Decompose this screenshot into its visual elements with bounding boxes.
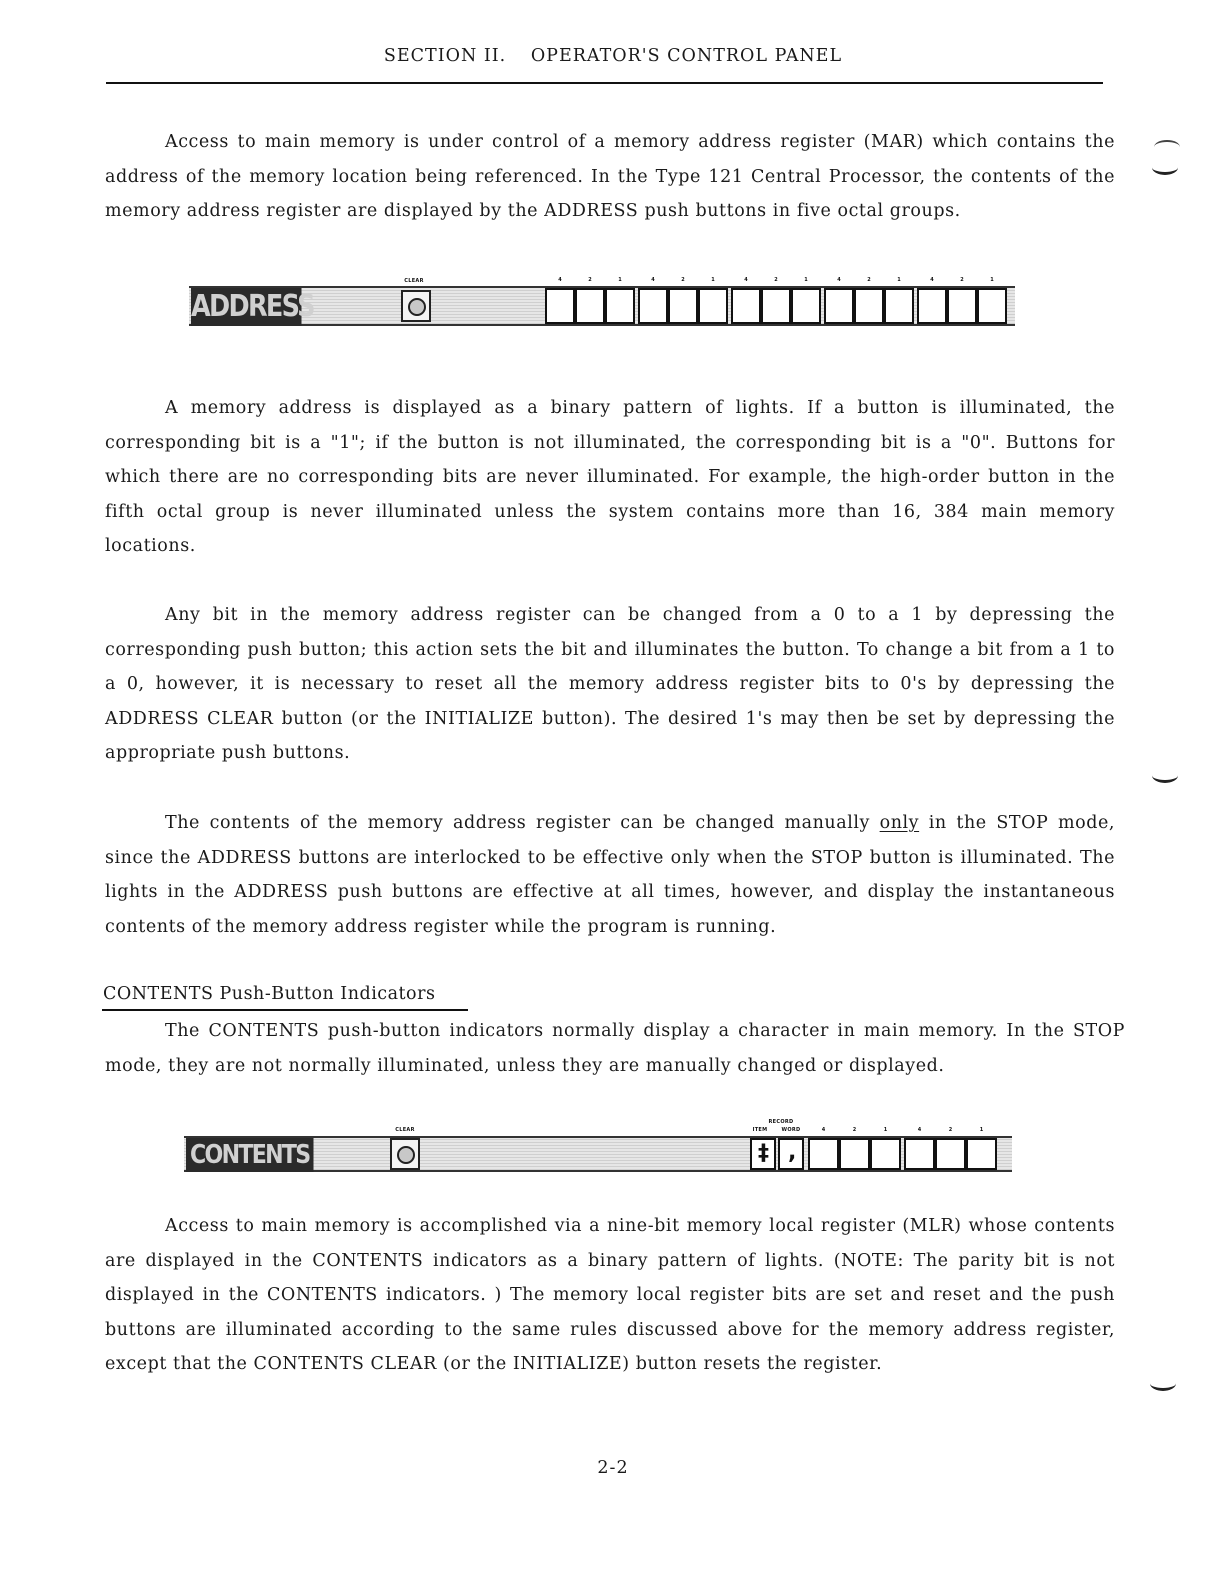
binder-mark bbox=[1152, 160, 1178, 175]
paragraph-text: Access to main memory is accomplished via a nine-bit memory local register (MLR) whose contents are displayed in the CONTENTS indicators as a binary pattern of lights. (NOTE: The parity bit is not displayed in the CONTENTS indicators. ) The memory local register bits are set and reset and the push buttons are illuminated according to the same rules discussed above for the memory address register, except that the CONTENTS CLEAR (or the INITIALIZE) button resets the register. bbox=[105, 1216, 1115, 1375]
bit-push-button[interactable] bbox=[731, 288, 761, 324]
address-clear-button[interactable] bbox=[401, 290, 431, 322]
word-label: WORD bbox=[781, 1127, 801, 1133]
bit-push-button[interactable] bbox=[870, 1138, 901, 1170]
bit-push-button[interactable] bbox=[698, 288, 728, 324]
page-number: 2-2 bbox=[597, 1458, 629, 1478]
bit-weight-label: 1 bbox=[883, 1127, 888, 1133]
bit-weight-label: 4 bbox=[837, 277, 841, 283]
bit-push-button[interactable] bbox=[545, 288, 575, 324]
paragraph-text: The CONTENTS push-button indicators normally display a character in main memory. In the STOP mode, they are not normally illuminated, unless they are manually changed or displayed. bbox=[105, 1021, 1125, 1076]
bit-weight-label: 4 bbox=[744, 277, 748, 283]
bit-weight-label: 1 bbox=[979, 1127, 984, 1133]
bit-weight-label: 2 bbox=[852, 1127, 857, 1133]
paragraph-mlr bbox=[105, 1209, 1115, 1382]
bit-weight-label: 4 bbox=[558, 277, 562, 283]
section-number: SECTION II. bbox=[383, 46, 507, 66]
bit-push-button[interactable] bbox=[884, 288, 914, 324]
bit-push-button[interactable] bbox=[977, 288, 1007, 324]
paragraph-contents-intro bbox=[105, 1014, 1125, 1083]
bit-push-button[interactable] bbox=[904, 1138, 935, 1170]
clear-lamp-icon bbox=[408, 298, 426, 316]
bit-weight-label: 4 bbox=[917, 1127, 922, 1133]
clear-lamp-icon bbox=[397, 1146, 415, 1164]
header-rule bbox=[106, 82, 1103, 84]
contents-clear-label: CLEAR bbox=[395, 1127, 415, 1133]
subheading-rule bbox=[102, 1009, 468, 1011]
emphasis-only: only bbox=[879, 813, 920, 833]
bit-push-button[interactable] bbox=[839, 1138, 870, 1170]
record-item-button[interactable] bbox=[750, 1138, 776, 1170]
bit-weight-label: 2 bbox=[681, 277, 685, 283]
contents-panel bbox=[184, 1119, 1016, 1176]
bit-weight-label: 1 bbox=[804, 277, 808, 283]
record-mark-icon: ‡ bbox=[758, 1141, 769, 1166]
paragraph-text: Access to main memory is under control of a memory address register (MAR) which contains the address of the memory location being referenced. In the Type 121 Central Processor, the contents of the memory address register are displayed by the ADDRESS push buttons in five octal groups. bbox=[105, 132, 1115, 222]
bit-push-button[interactable] bbox=[824, 288, 854, 324]
binder-mark bbox=[1152, 768, 1178, 783]
bit-weight-label: 2 bbox=[588, 277, 592, 283]
paragraph-changing-bits bbox=[105, 598, 1115, 771]
address-panel-label: ADDRESS bbox=[191, 289, 314, 324]
paragraph-stop-mode bbox=[105, 806, 1115, 944]
bit-push-button[interactable] bbox=[808, 1138, 839, 1170]
bit-push-button[interactable] bbox=[917, 288, 947, 324]
bit-push-button[interactable] bbox=[947, 288, 977, 324]
bit-weight-label: 2 bbox=[948, 1127, 953, 1133]
contents-panel-label: CONTENTS bbox=[186, 1138, 314, 1172]
bit-push-button[interactable] bbox=[791, 288, 821, 324]
contents-clear-button[interactable] bbox=[390, 1138, 420, 1170]
subheading-contents: CONTENTS Push-Button Indicators bbox=[103, 984, 436, 1004]
bit-weight-label: 1 bbox=[711, 277, 715, 283]
bit-weight-label: 1 bbox=[618, 277, 622, 283]
bit-weight-label: 2 bbox=[867, 277, 871, 283]
word-mark-button[interactable] bbox=[778, 1138, 804, 1170]
paragraph-text: A memory address is displayed as a binary pattern of lights. If a button is illuminated, the corresponding bit is a "1"; if the button is not illuminated, the corresponding bit is a "0". Buttons for which there are no corresponding bits are never illuminated. For example, the high-order button in the fifth octal group is never illuminated unless the system contains more than 16, 384 main memory locations. bbox=[105, 398, 1115, 557]
bit-push-button[interactable] bbox=[966, 1138, 997, 1170]
bit-weight-label: 4 bbox=[651, 277, 655, 283]
address-clear-label: CLEAR bbox=[404, 278, 424, 284]
bit-weight-label: 1 bbox=[897, 277, 901, 283]
bit-weight-label: 2 bbox=[960, 277, 964, 283]
binder-mark bbox=[1150, 1376, 1176, 1391]
bit-push-button[interactable] bbox=[575, 288, 605, 324]
paragraph-text: The contents of the memory address register can be changed manually bbox=[165, 813, 880, 833]
bit-push-button[interactable] bbox=[761, 288, 791, 324]
record-label: RECORD bbox=[768, 1119, 794, 1125]
bit-weight-label: 1 bbox=[990, 277, 994, 283]
bit-push-button[interactable] bbox=[935, 1138, 966, 1170]
bit-push-button[interactable] bbox=[668, 288, 698, 324]
bit-push-button[interactable] bbox=[605, 288, 635, 324]
word-mark-icon: , bbox=[788, 1140, 797, 1165]
bit-weight-label: 2 bbox=[774, 277, 778, 283]
address-panel bbox=[189, 277, 1019, 326]
paragraph-text: Any bit in the memory address register can be changed from a 0 to a 1 by depressing the corresponding push button; this action sets the bit and illuminates the button. To change a bit from a 1 to a 0, however, it is necessary to reset all the memory address register bits to 0's by depressing the ADDRESS CLEAR button (or the INITIALIZE button). The desired 1's may then be set by depressing the appropriate push buttons. bbox=[105, 605, 1115, 764]
item-label: ITEM bbox=[752, 1127, 768, 1133]
bit-weight-label: 4 bbox=[930, 277, 934, 283]
binder-mark bbox=[1154, 140, 1180, 154]
paragraph-text: in the STOP mode, since the ADDRESS buttons are interlocked to be effective only when the STOP button is illuminated. The lights in the ADDRESS push buttons are effective at all times, however, and display the instantaneous contents of the memory address register while the program is running. bbox=[105, 813, 1115, 937]
page-header bbox=[0, 46, 1226, 66]
bit-push-button[interactable] bbox=[854, 288, 884, 324]
bit-weight-label: 4 bbox=[821, 1127, 826, 1133]
section-title: OPERATOR'S CONTROL PANEL bbox=[530, 46, 843, 66]
paragraph-binary-pattern bbox=[105, 391, 1115, 564]
paragraph-mar-intro bbox=[105, 125, 1115, 229]
bit-push-button[interactable] bbox=[638, 288, 668, 324]
